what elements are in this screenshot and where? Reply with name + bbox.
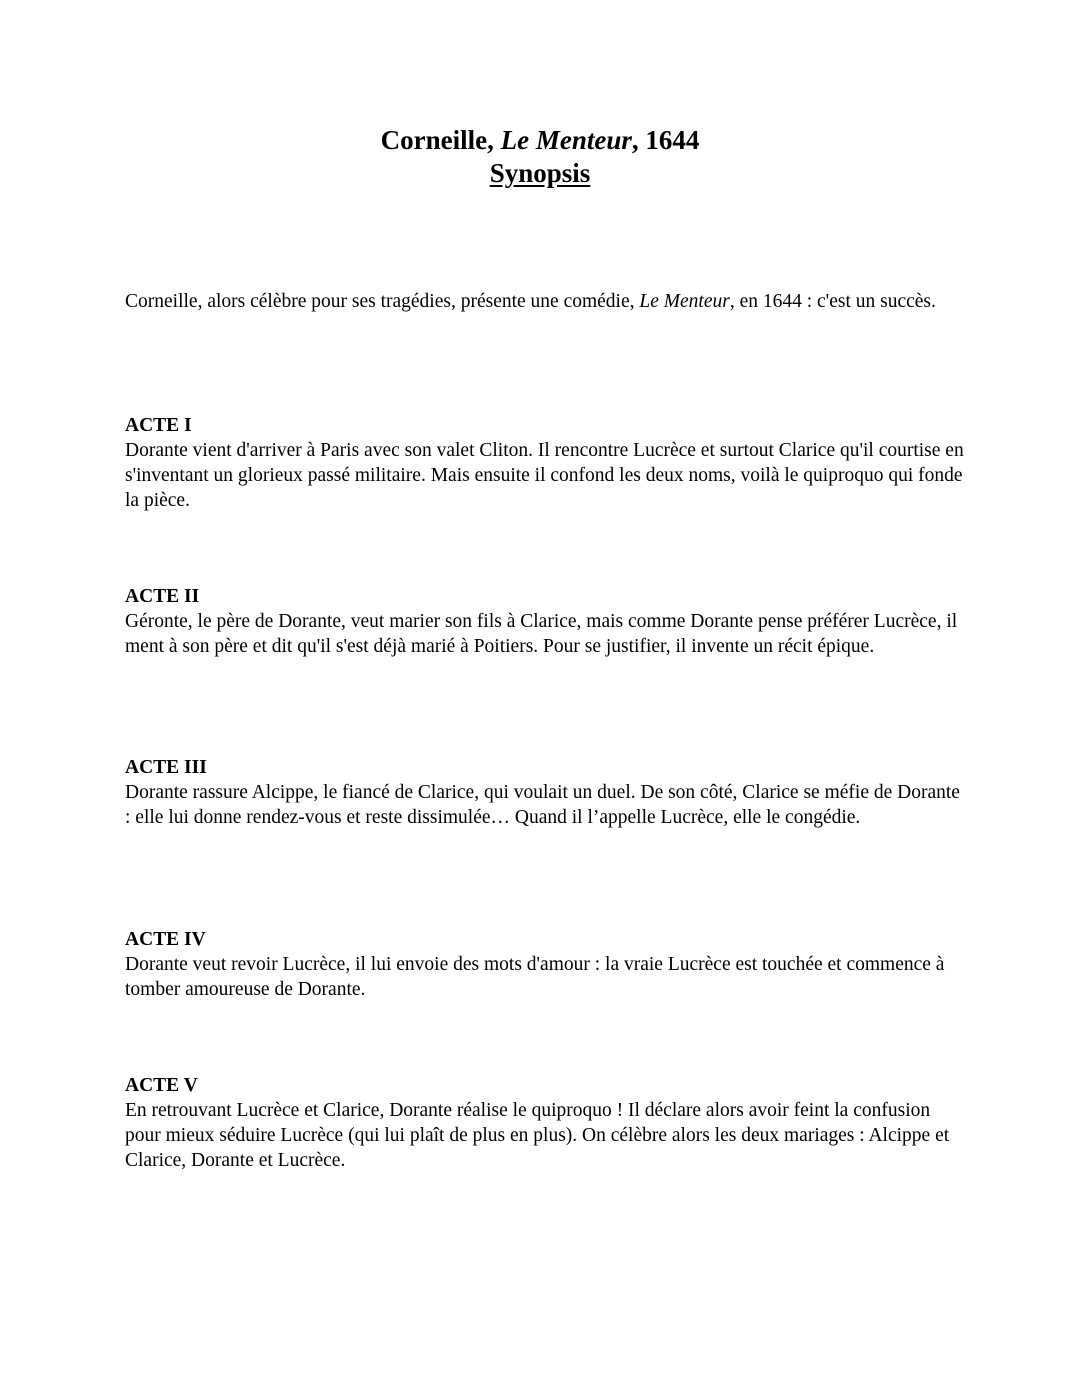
act-summary: En retrouvant Lucrèce et Clarice, Dorante réalise le quiproquo ! Il déclare alors avoir feint la confusion pour mieux séduire Lucrèce (qui lui plaît de plus en plus). On célèbre alors les deux mariages : Alcippe et Clarice, Dorante et Lucrèce. <box>125 1100 950 1171</box>
act-section-4 <box>125 927 965 1002</box>
act-summary: Dorante rassure Alcippe, le fiancé de Clarice, qui voulait un duel. De son côté, Clarice se méfie de Dorante : elle lui donne rendez-vous et reste dissimulée… Quand il l’appelle Lucrèce, elle le congédie. <box>125 782 960 828</box>
act-heading: ACTE V <box>125 1075 198 1096</box>
title-year: , 1644 <box>631 125 700 155</box>
document-header <box>0 124 1080 190</box>
intro-text-before: Corneille, alors célèbre pour ses tragédies, présente une comédie, <box>125 291 640 312</box>
intro-play-title: Le Menteur <box>639 291 730 312</box>
title-play: Le Menteur <box>500 125 632 155</box>
act-summary: Dorante veut revoir Lucrèce, il lui envoie des mots d'amour : la vraie Lucrèce est touchée et commence à tomber amoureuse de Dorante. <box>125 954 945 1000</box>
act-summary: Géronte, le père de Dorante, veut marier son fils à Clarice, mais comme Dorante pense préférer Lucrèce, il ment à son père et dit qu'il s'est déjà marié à Poitiers. Pour se justifier, il invente un récit épique. <box>125 611 958 657</box>
intro-text-after: , en 1644 : c'est un succès. <box>729 291 936 312</box>
document-subtitle: Synopsis <box>489 158 591 188</box>
act-section-2 <box>125 584 965 659</box>
document-title <box>0 124 1080 157</box>
act-heading: ACTE III <box>125 757 207 778</box>
act-section-5 <box>125 1073 965 1173</box>
act-heading: ACTE I <box>125 415 192 436</box>
act-heading: ACTE IV <box>125 929 206 950</box>
title-author: Corneille, <box>380 125 494 155</box>
intro-paragraph <box>125 288 965 315</box>
act-section-1 <box>125 413 965 513</box>
act-heading: ACTE II <box>125 586 200 607</box>
act-summary: Dorante vient d'arriver à Paris avec son valet Cliton. Il rencontre Lucrèce et surtout Clarice qu'il courtise en s'inventant un glorieux passé militaire. Mais ensuite il confond les deux noms, voilà le quiproquo qui fonde la pièce. <box>125 440 964 511</box>
act-section-3 <box>125 755 965 830</box>
